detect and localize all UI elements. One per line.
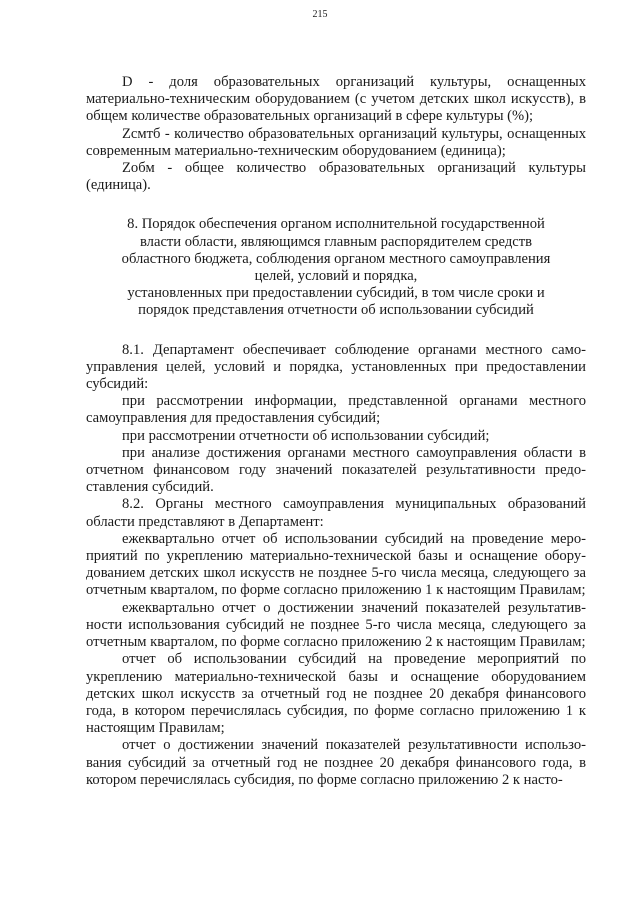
list-item: отчет о достижении значений показателей результативности использования субсидий за отчетный год не позднее 20 декабря финансового года, в котором перечислялась субсидия, по форме согласно приложению 2 к насто- — [86, 737, 586, 788]
heading-line: 8. Порядок обеспечения органом исполнительной государственной — [127, 216, 545, 233]
heading-line: установленных при предоставлении субсидий, в том числе сроки и — [127, 285, 545, 302]
definition-d: D - доля образовательных организаций культуры, оснащенных материально-техническим оборудованием (с учетом детских школ искусств), в общем количестве образовательных организаций в сфере культуры (%); — [86, 74, 586, 125]
page-number: 215 — [312, 9, 328, 20]
definition-zsmtb: Zсмтб - количество образовательных организаций культуры, оснащенных современным материально-техническим оборудованием (единица); — [86, 125, 586, 159]
heading-line: порядок представления отчетности об использовании субсидий — [138, 302, 534, 319]
heading-line: целей, условий и порядка, — [254, 268, 418, 285]
document-body — [86, 74, 586, 789]
list-item: отчет об использовании субсидий на проведение мероприятий по укреплению материально-технической базы и оснащение оборудованием детских школ искусств за отчетный год не позднее 20 декабря финансового года, в котором перечислялась субсидия, по форме согласно приложению 1 к настоящим Правилам; — [86, 651, 586, 737]
list-item: при рассмотрении отчетности об использовании субсидий; — [122, 427, 490, 444]
list-item: при рассмотрении информации, представленной органами местного самоуправления для предоставления субсидий; — [86, 393, 586, 427]
heading-line: областного бюджета, соблюдения органом местного самоуправления — [121, 250, 551, 267]
paragraph-8-2: 8.2. Органы местного самоуправления муниципальных образований области представляют в Департамент: — [86, 496, 586, 530]
section-body — [86, 342, 586, 789]
list-item: при анализе достижения органами местного самоуправления области в отчетном финансовом году значений показателей результативности предоставления субсидий. — [86, 444, 586, 496]
list-item: ежеквартально отчет об использовании субсидий на проведение мероприятий по укреплению материально-технической базы и оснащение оборудованием детских школ искусств не позднее 5-го числа месяца, следующего за отчетным кварталом, по форме согласно приложению 1 к настоящим Правилам; — [86, 530, 586, 599]
section-heading — [86, 216, 586, 319]
definition-zobm: Zобм - общее количество образовательных организаций культуры (единица). — [86, 160, 586, 194]
heading-line: власти области, являющимся главным распорядителем средств — [139, 233, 532, 250]
list-item: ежеквартально отчет о достижении значений показателей результативности использования субсидий не позднее 5-го числа месяца, следующего за отчетным кварталом, по форме согласно приложению 2 к настоящим Правилам; — [86, 599, 586, 651]
paragraph-8-1: 8.1. Департамент обеспечивает соблюдение органами местного самоуправления целей, условий и порядка, установленных при предоставлении субсидий: — [86, 341, 586, 393]
definitions-block — [86, 74, 586, 194]
